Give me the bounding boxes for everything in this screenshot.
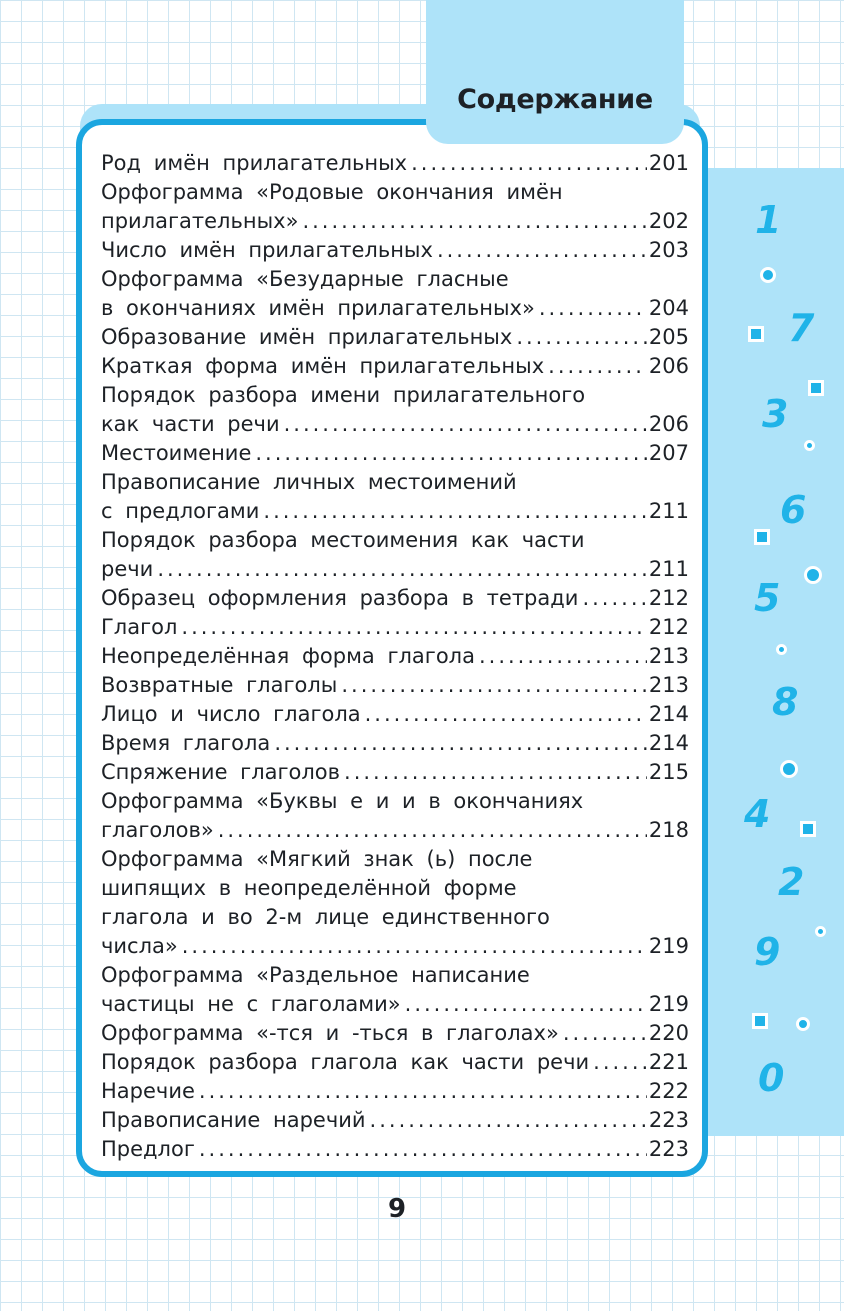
toc-entry-row (101, 990, 689, 1019)
toc-entry-title-line: частицы не с глаголами» (101, 992, 401, 1016)
toc-entry-row (101, 439, 689, 468)
toc-entry-row (101, 236, 689, 265)
toc-entry-page: 220 (648, 1021, 689, 1045)
toc-entry-title-line: Правописание наречий (101, 1108, 366, 1132)
toc-entry (101, 236, 689, 265)
toc-entry-title-line: Время глагола (101, 731, 271, 755)
toc-entry-title-line: Правописание личных местоимений (101, 470, 517, 494)
toc-entry-page: 207 (648, 441, 689, 465)
toc-entry-title-line: Образование имён прилагательных (101, 325, 513, 349)
toc-entry-page: 219 (648, 992, 689, 1016)
toc-entry (101, 845, 689, 961)
decorative-digit: 8 (772, 680, 799, 724)
dot-leader (199, 1077, 647, 1106)
toc-entry (101, 1135, 689, 1164)
decorative-digit: 5 (754, 576, 781, 620)
toc-entry-title-line: Неопределённая форма глагола (101, 644, 475, 668)
title-tab-overlay (426, 112, 684, 144)
toc-entry-row (101, 555, 689, 584)
toc-entry-page: 218 (648, 818, 689, 842)
toc-entry-row (101, 729, 689, 758)
toc-entry (101, 729, 689, 758)
toc-entry-page: 203 (648, 238, 689, 262)
decorative-digit: 4 (744, 792, 771, 836)
toc-entry-page: 213 (648, 673, 689, 697)
toc-entry-page: 212 (648, 615, 689, 639)
toc-entry (101, 439, 689, 468)
dot-leader (344, 758, 647, 787)
decorative-digit: 1 (755, 198, 782, 242)
toc-entry-row (101, 352, 689, 381)
toc-entry-title-line: Порядок разбора глагола как части речи (101, 1050, 590, 1074)
toc-entry-row (101, 497, 689, 526)
dot-leader (274, 729, 647, 758)
page-title: Содержание (457, 84, 653, 115)
dot-leader (255, 439, 647, 468)
toc-entry-page: 211 (648, 557, 689, 581)
dot-leader (341, 671, 647, 700)
decorative-digit: 6 (780, 488, 807, 532)
dot-leader (548, 352, 647, 381)
toc-entry-title-line: Глагол (101, 615, 178, 639)
toc-entry-title-line: прилагательных» (101, 209, 299, 233)
dot-leader (182, 932, 647, 961)
toc-entry-title-line: Орфограмма «Родовые окончания имён (101, 180, 563, 204)
toc-entry-row (101, 207, 689, 236)
toc-entry (101, 584, 689, 613)
toc-entry-title-line: Орфограмма «Раздельное написание (101, 963, 530, 987)
dot-leader (218, 816, 647, 845)
toc-entry-row (101, 1019, 689, 1048)
toc-entry (101, 149, 689, 178)
toc-entry-page: 206 (648, 412, 689, 436)
decorative-square (808, 380, 824, 396)
dot-leader (437, 236, 647, 265)
toc-entry-row (101, 1048, 689, 1077)
decorative-circle (804, 440, 815, 451)
dot-leader (263, 497, 647, 526)
toc-entry-page: 211 (648, 499, 689, 523)
dot-leader (365, 700, 647, 729)
toc-entry-title-line: Наречие (101, 1079, 195, 1103)
dot-leader (157, 555, 647, 584)
toc-entry-page: 214 (648, 731, 689, 755)
toc-entry (101, 1019, 689, 1048)
decorative-square (752, 1013, 768, 1029)
dot-leader (593, 1048, 647, 1077)
toc-entry (101, 787, 689, 845)
dot-leader (582, 584, 646, 613)
toc-entry-title-line: Орфограмма «Буквы е и и в окончаниях (101, 789, 584, 813)
decorative-circle (760, 267, 776, 283)
toc-entry-page: 202 (648, 209, 689, 233)
toc-entry-page: 222 (648, 1079, 689, 1103)
toc-entry-row (101, 816, 689, 845)
toc-entry (101, 671, 689, 700)
toc-entry-row (101, 149, 689, 178)
toc-entry-row (101, 642, 689, 671)
toc-entry (101, 1077, 689, 1106)
toc-entry-title-line: Местоимение (101, 441, 252, 465)
decorative-digit: 7 (788, 306, 815, 350)
toc-entry-page: 223 (648, 1137, 689, 1161)
toc-entry (101, 352, 689, 381)
toc-entry-title-line: как части речи (101, 412, 280, 436)
decorative-square (800, 821, 816, 837)
toc-entry-row (101, 584, 689, 613)
decorative-circle (815, 926, 826, 937)
toc-entry-page: 213 (648, 644, 689, 668)
decorative-circle (796, 1017, 810, 1031)
toc-entry (101, 526, 689, 584)
toc-entry-title-line: числа» (101, 934, 178, 958)
decorative-circle (804, 566, 822, 584)
toc-entry-title-line: Спряжение глаголов (101, 760, 341, 784)
dot-leader (181, 613, 647, 642)
toc-entry (101, 1106, 689, 1135)
toc-entry-title-line: с предлогами (101, 499, 260, 523)
toc-entry-row (101, 758, 689, 787)
toc-entry (101, 758, 689, 787)
dot-leader (302, 207, 646, 236)
toc-entry-title-line: Орфограмма «Безударные гласные (101, 267, 509, 291)
toc-entry-title-line: глагола и во 2-м лице единственного (101, 905, 550, 929)
toc-entry-row (101, 323, 689, 352)
toc-entry-title-line: Число имён прилагательных (101, 238, 433, 262)
toc-entry-title-line: речи (101, 557, 154, 581)
toc-entry-title-line: Род имён прилагательных (101, 151, 408, 175)
decorative-digit: 9 (754, 930, 781, 974)
toc-entry-page: 212 (648, 586, 689, 610)
decorative-square (754, 529, 770, 545)
toc-entry-row (101, 613, 689, 642)
decorative-digit: 3 (762, 392, 789, 436)
toc-entry-page: 204 (648, 296, 689, 320)
decorative-digit: 0 (758, 1056, 785, 1100)
toc-entry (101, 323, 689, 352)
page-number: 9 (387, 1194, 407, 1224)
toc-entry-title-line: Образец оформления разбора в тетради (101, 586, 579, 610)
toc-entry-row (101, 671, 689, 700)
toc-entry-title-line: в окончаниях имён прилагательных» (101, 296, 535, 320)
toc-entry-row (101, 294, 689, 323)
table-of-contents (101, 149, 689, 1164)
dot-leader (516, 323, 647, 352)
toc-entry-page: 205 (648, 325, 689, 349)
dot-leader (199, 1135, 647, 1164)
toc-entry-title-line: Предлог (101, 1137, 195, 1161)
toc-entry-row (101, 1077, 689, 1106)
dot-leader (479, 642, 647, 671)
dot-leader (284, 410, 647, 439)
dot-leader (563, 1019, 647, 1048)
toc-entry-title-line: шипящих в неопределённой форме (101, 876, 517, 900)
dot-leader (539, 294, 647, 323)
toc-entry-page: 219 (648, 934, 689, 958)
toc-entry (101, 961, 689, 1019)
toc-entry-row (101, 1135, 689, 1164)
toc-entry-title-line: Возвратные глаголы (101, 673, 338, 697)
toc-entry (101, 178, 689, 236)
decorative-digit: 2 (778, 860, 805, 904)
toc-entry-title-line: Порядок разбора местоимения как части (101, 528, 585, 552)
decorative-square (748, 326, 764, 342)
toc-entry-page: 223 (648, 1108, 689, 1132)
toc-entry-page: 215 (648, 760, 689, 784)
toc-entry (101, 1048, 689, 1077)
toc-entry-title-line: Лицо и число глагола (101, 702, 361, 726)
toc-entry-row (101, 410, 689, 439)
toc-entry (101, 642, 689, 671)
decorative-circle (776, 644, 787, 655)
toc-entry (101, 613, 689, 642)
toc-entry-title-line: Орфограмма «Мягкий знак (ь) после (101, 847, 533, 871)
toc-entry-title-line: Порядок разбора имени прилагательного (101, 383, 586, 407)
toc-entry (101, 468, 689, 526)
toc-entry-page: 214 (648, 702, 689, 726)
toc-entry-title-line: Краткая форма имён прилагательных (101, 354, 545, 378)
dot-leader (405, 990, 647, 1019)
dot-leader (370, 1106, 647, 1135)
toc-entry-page: 206 (648, 354, 689, 378)
toc-entry (101, 381, 689, 439)
toc-entry-page: 221 (648, 1050, 689, 1074)
toc-entry-title-line: глаголов» (101, 818, 214, 842)
toc-entry-row (101, 1106, 689, 1135)
toc-entry-row (101, 700, 689, 729)
toc-entry (101, 265, 689, 323)
decorative-circle (780, 760, 798, 778)
toc-entry-page: 201 (648, 151, 689, 175)
decorative-band (700, 168, 844, 1136)
toc-entry (101, 700, 689, 729)
toc-entry-row (101, 932, 689, 961)
dot-leader (411, 149, 647, 178)
toc-entry-title-line: Орфограмма «-тся и -ться в глаголах» (101, 1021, 559, 1045)
